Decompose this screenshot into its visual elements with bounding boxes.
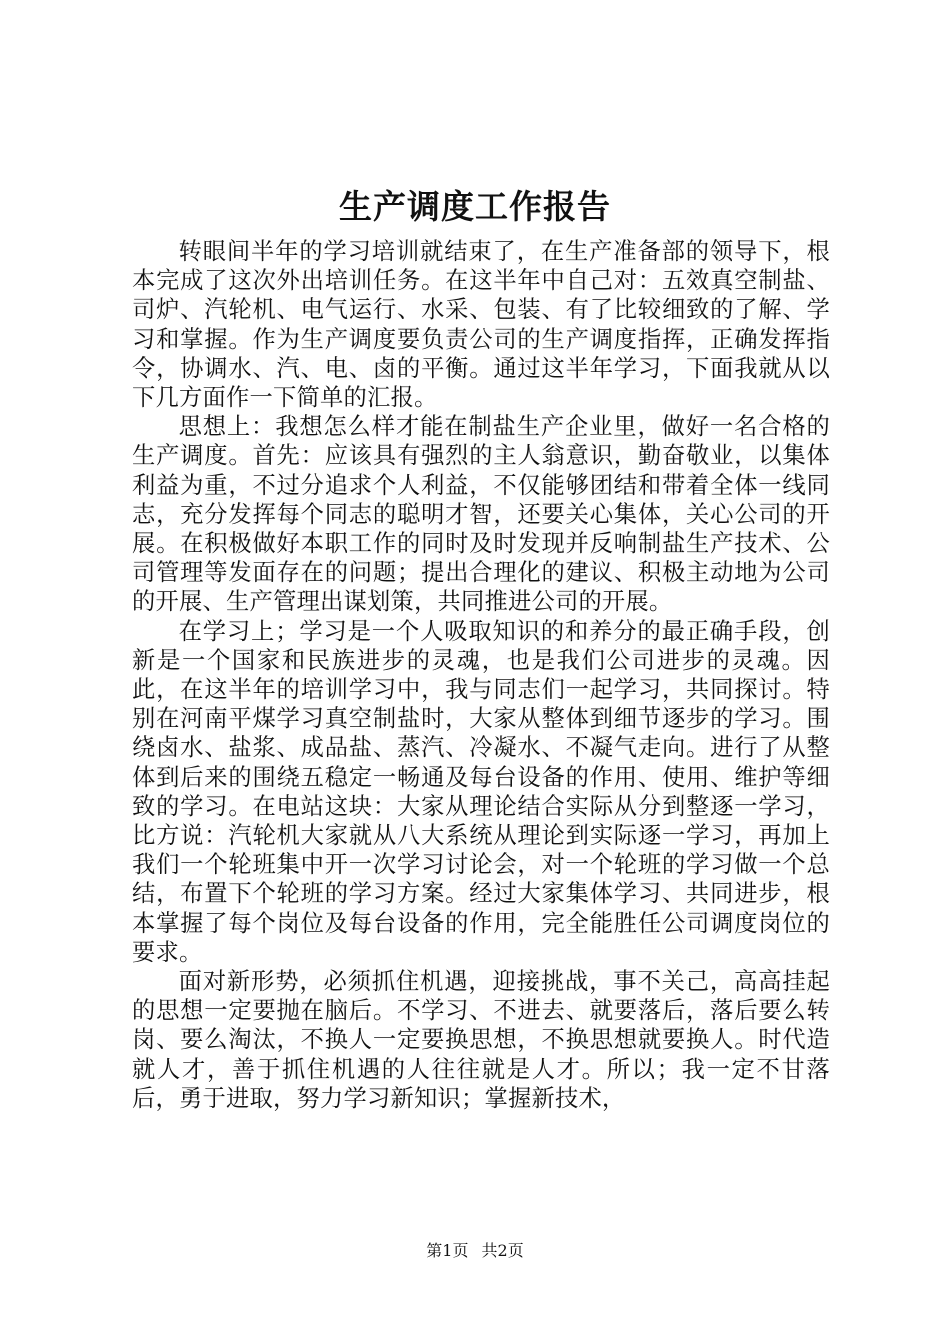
document-title: 生产调度工作报告	[339, 187, 611, 226]
page-footer	[0, 1240, 950, 1262]
document-body	[132, 237, 830, 1113]
paragraph-thinking: 思想上：我想怎么样才能在制盐生产企业里，做好一名合格的生产调度。首先：应该具有强烈的主人翁意识，勤奋敬业，以集体利益为重，不过分追求个人利益，不仅能够团结和带着全体一线同志，充分发挥每个同志的聪明才智，还要关心集体，关心公司的开展。在积极做好本职工作的同时及时发现并反响制盐生产技术、公司管理等发面存在的问题；提出合理化的建议、积极主动地为公司的开展、生产管理出谋划策，共同推进公司的开展。	[132, 413, 830, 616]
page-number: 第1页	[426, 1241, 469, 1260]
paragraph-intro: 转眼间半年的学习培训就结束了，在生产准备部的领导下，根本完成了这次外出培训任务。在这半年中自己对：五效真空制盐、司炉、汽轮机、电气运行、水采、包装、有了比较细致的了解、学习和掌握。作为生产调度要负责公司的生产调度指挥，正确发挥指令，协调水、汽、电、卤的平衡。通过这半年学习，下面我就从以下几方面作一下简单的汇报。	[132, 238, 830, 412]
paragraph-study: 在学习上；学习是一个人吸取知识的和养分的最正确手段，创新是一个国家和民族进步的灵魂，也是我们公司进步的灵魂。因此，在这半年的培训学习中，我与同志们一起学习，共同探讨。特别在河南平煤学习真空制盐时，大家从整体到细节逐步的学习。围绕卤水、盐浆、成品盐、蒸汽、冷凝水、不凝气走向。进行了从整体到后来的围绕五稳定一畅通及每台设备的作用、使用、维护等细致的学习。在电站这块：大家从理论结合实际从分到整逐一学习，比方说：汽轮机大家就从八大系统从理论到实际逐一学习，再加上我们一个轮班集中开一次学习讨论会，对一个轮班的学习做一个总结，布置下个轮班的学习方案。经过大家集体学习、共同进步，根本掌握了每个岗位及每台设备的作用，完全能胜任公司调度岗位的要求。	[132, 617, 830, 966]
paragraph-new-situation: 面对新形势，必须抓住机遇，迎接挑战，事不关己，高高挂起的思想一定要抛在脑后。不学习、不进去、就要落后，落后要么转岗、要么淘汰，不换人一定要换思想，不换思想就要换人。时代造就人才，善于抓住机遇的人往往就是人才。所以；我一定不甘落后，勇于进取，努力学习新知识；掌握新技术，	[132, 968, 830, 1112]
page-total: 共2页	[481, 1241, 524, 1260]
